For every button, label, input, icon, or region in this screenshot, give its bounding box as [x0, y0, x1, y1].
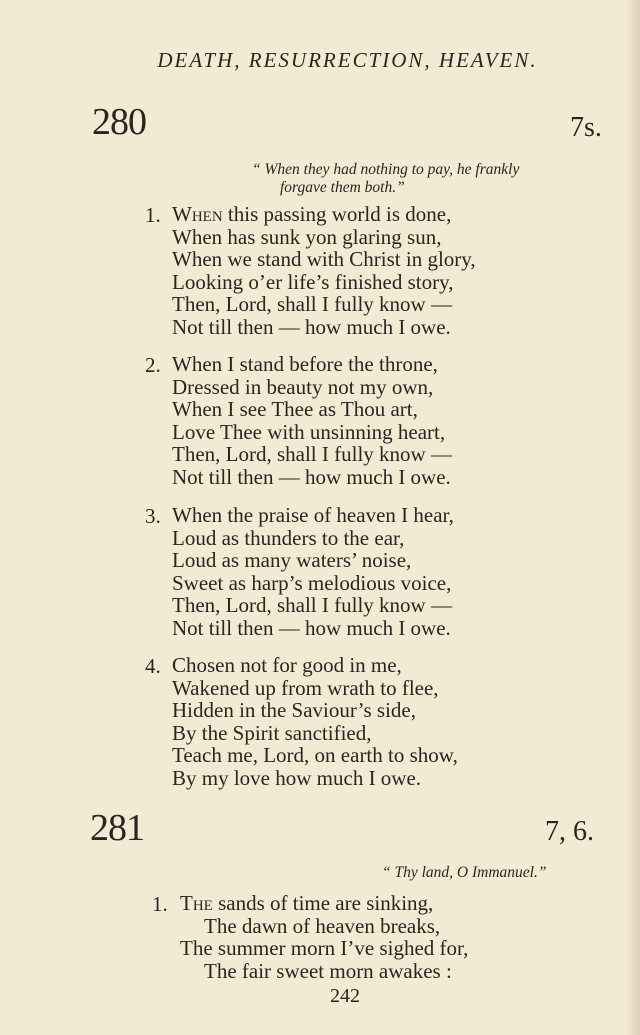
stanza-line: When has sunk yon glaring sun,	[172, 224, 442, 249]
stanza-line: Then, Lord, shall I fully know —	[172, 292, 452, 317]
page-number: 242	[330, 985, 360, 1007]
stanza-number: 4.	[145, 654, 161, 678]
stanza-line: Chosen not for good in me,	[172, 653, 402, 677]
hymn-number-281: 281	[90, 807, 144, 849]
stanza-line: Sweet as harp’s melodious voice,	[172, 570, 452, 595]
hymn-280-stanza-2	[145, 353, 452, 489]
hymn-281-epigraph: “ Thy land, O Immanuel.”	[382, 864, 547, 881]
stanza-line: By my love how much I owe.	[172, 765, 422, 790]
hymn-meter-281: 7, 6.	[545, 816, 594, 847]
hymn-280-stanza-4	[145, 654, 458, 790]
page-edge-shadow	[626, 0, 640, 1035]
stanza-line: When I see Thee as Thou art,	[172, 397, 418, 422]
hymn-number-280: 280	[92, 101, 146, 143]
stanza-line: By the Spirit sanctified,	[172, 720, 372, 745]
running-header: DEATH, RESURRECTION, HEAVEN.	[157, 48, 538, 72]
stanza-number: 1.	[145, 203, 161, 227]
hymn-meter-280: 7s.	[570, 112, 602, 143]
stanza-line: When we stand with Christ in glory,	[172, 247, 476, 272]
hymn-280-stanza-3	[145, 504, 454, 640]
stanza-line: Then, Lord, shall I fully know —	[172, 442, 452, 467]
stanza-number: 1.	[152, 892, 168, 916]
hymn-280-epigraph-line-1: “ When they had nothing to pay, he frankly	[252, 161, 520, 178]
stanza-line: The dawn of heaven breaks,	[204, 913, 441, 938]
stanza-line: Not till then — how much I owe.	[172, 464, 451, 489]
hymn-280-stanza-1	[145, 203, 476, 339]
stanza-line: Loud as many waters’ noise,	[172, 548, 412, 573]
stanza-number: 3.	[145, 504, 161, 528]
stanza-line	[180, 892, 468, 915]
stanza-first-line-rest: this passing world is done,	[222, 202, 452, 226]
stanza-line: Hidden in the Saviour’s side,	[172, 698, 417, 723]
stanza-line: Love Thee with unsinning heart,	[172, 419, 446, 444]
stanza-line: Loud as thunders to the ear,	[172, 525, 405, 550]
stanza-line: When the praise of heaven I hear,	[172, 503, 454, 527]
hymn-281-stanza-1	[152, 892, 468, 982]
stanza-first-word: When	[172, 202, 223, 226]
stanza-number: 2.	[145, 353, 161, 377]
stanza-line	[172, 203, 476, 226]
stanza-line: Not till then — how much I owe.	[172, 314, 451, 339]
stanza-line: Teach me, Lord, on earth to show,	[172, 743, 458, 768]
stanza-first-word: The	[180, 891, 213, 915]
stanza-line: When I stand before the throne,	[172, 352, 438, 376]
stanza-line: Dressed in beauty not my own,	[172, 374, 434, 399]
stanza-line: Looking o’er life’s finished story,	[172, 269, 454, 294]
hymn-280-epigraph-line-2: forgave them both.”	[280, 179, 405, 196]
stanza-line: The summer morn I’ve sighed for,	[180, 936, 469, 961]
stanza-line: Wakened up from wrath to flee,	[172, 675, 439, 700]
stanza-first-line-rest: sands of time are sinking,	[212, 891, 434, 915]
stanza-line: The fair sweet morn awakes :	[204, 958, 452, 983]
stanza-line: Not till then — how much I owe.	[172, 615, 451, 640]
stanza-line: Then, Lord, shall I fully know —	[172, 593, 452, 618]
